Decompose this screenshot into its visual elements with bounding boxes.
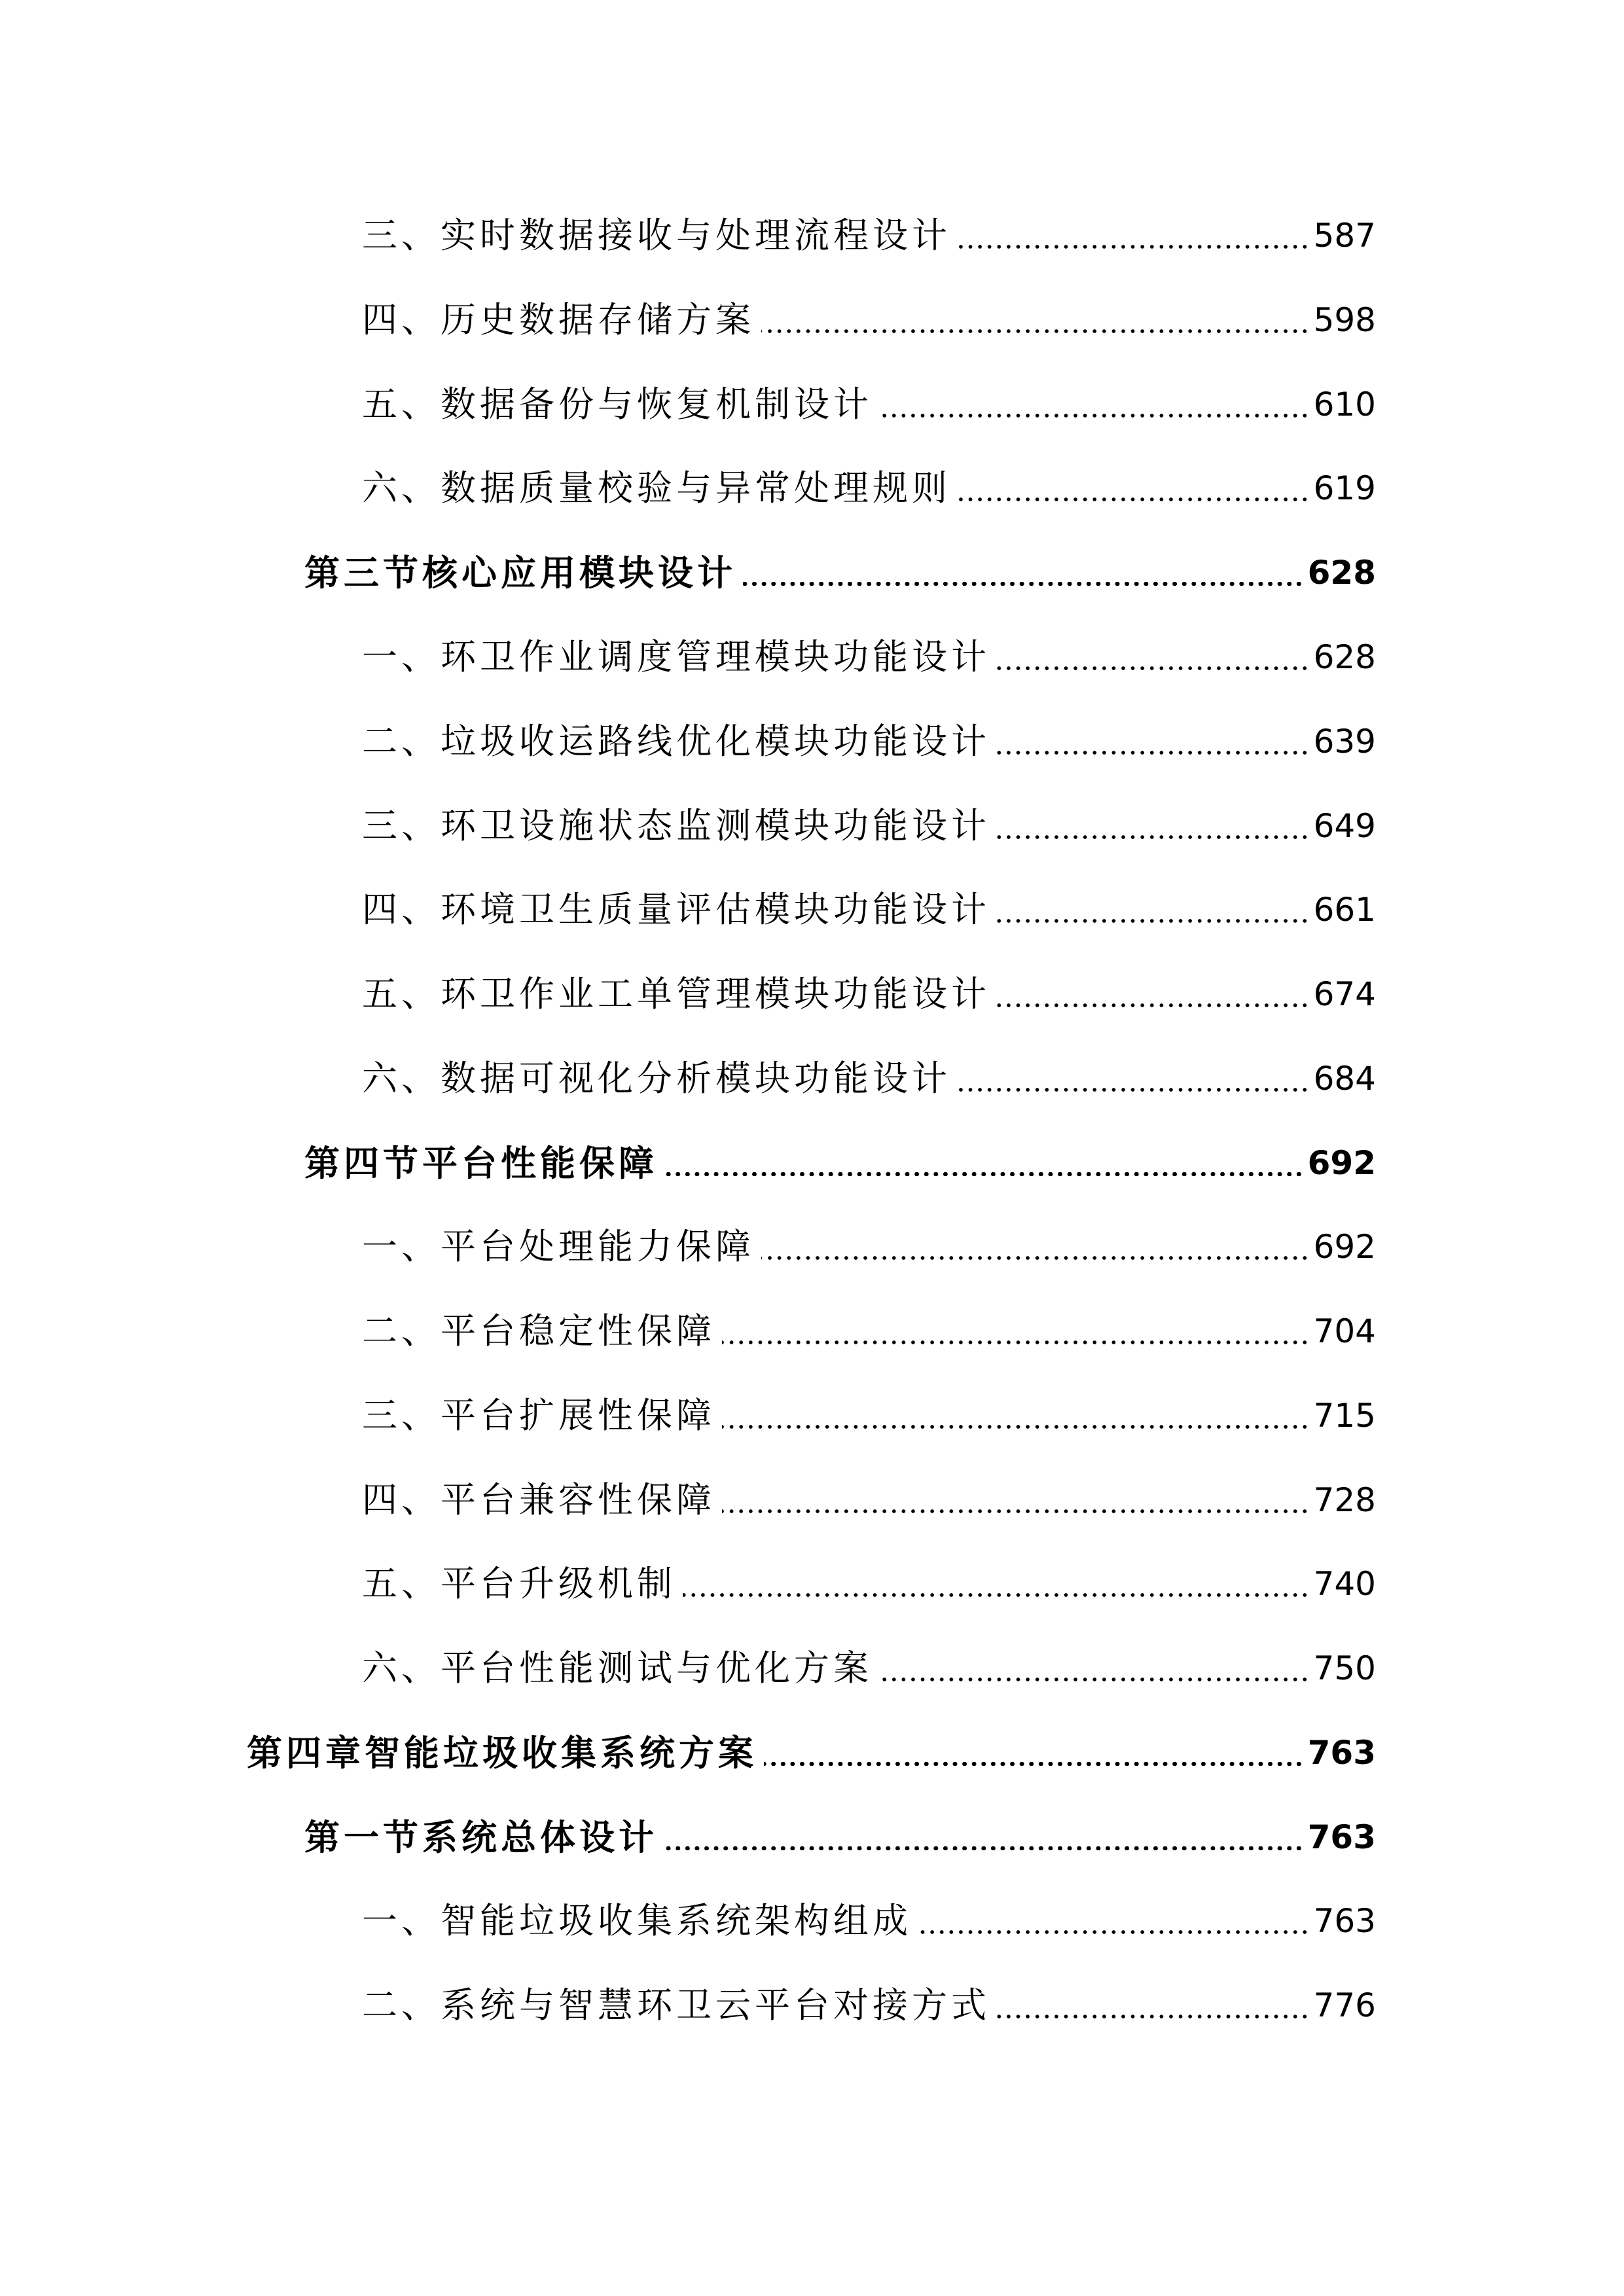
dot-leader: [997, 709, 1310, 774]
toc-entry[interactable]: [0, 709, 1376, 774]
toc-entry-page: 763: [1313, 1902, 1376, 1940]
toc-entry-title: 一、智能垃圾收集系统架构组成: [362, 1900, 912, 1941]
toc-entry-title: 第四章智能垃圾收集系统方案: [247, 1732, 757, 1774]
dot-leader: [997, 961, 1310, 1027]
dot-leader: [958, 203, 1310, 268]
toc-entry-title: 六、平台性能测试与优化方案: [362, 1647, 873, 1689]
dot-leader: [958, 1046, 1310, 1111]
toc-entry-title: 三、实时数据接收与处理流程设计: [362, 215, 951, 256]
dot-leader: [997, 877, 1310, 942]
toc-entry[interactable]: [0, 1383, 1376, 1448]
toc-entry-page: 598: [1313, 301, 1376, 339]
toc-entry-title: 四、历史数据存储方案: [362, 299, 755, 340]
dot-leader: [997, 793, 1310, 859]
toc-entry-title: 三、平台扩展性保障: [362, 1395, 715, 1436]
toc-entry-page: 674: [1313, 975, 1376, 1013]
toc-entry-title: 四、环境卫生质量评估模块功能设计: [362, 889, 990, 930]
toc-entry-title: 六、数据可视化分析模块功能设计: [362, 1058, 951, 1099]
toc-entry-page: 776: [1313, 1986, 1376, 2024]
dot-leader: [743, 540, 1304, 605]
dot-leader: [958, 456, 1310, 521]
dot-leader: [664, 1130, 1304, 1196]
toc-chapter-entry[interactable]: [0, 1720, 1376, 1785]
toc-entry-page: 628: [1307, 554, 1376, 592]
toc-entry[interactable]: [0, 1551, 1376, 1617]
toc-entry-page: 728: [1313, 1481, 1376, 1519]
toc-section-entry[interactable]: [0, 540, 1376, 605]
toc-entry[interactable]: [0, 1046, 1376, 1111]
toc-entry[interactable]: [0, 877, 1376, 942]
dot-leader: [761, 287, 1310, 353]
toc-entry[interactable]: [0, 1636, 1376, 1701]
toc-entry-page: 628: [1313, 638, 1376, 676]
toc-entry-title: 一、平台处理能力保障: [362, 1226, 755, 1267]
dot-leader: [918, 1888, 1310, 1954]
toc-entry[interactable]: [0, 1467, 1376, 1533]
toc-entry-title: 五、环卫作业工单管理模块功能设计: [362, 973, 990, 1014]
toc-entry-title: 二、平台稳定性保障: [362, 1310, 715, 1352]
toc-entry-page: 661: [1313, 891, 1376, 929]
dot-leader: [879, 1636, 1310, 1701]
toc-entry-title: 四、平台兼容性保障: [362, 1479, 715, 1520]
dot-leader: [879, 372, 1310, 437]
toc-entry-title: 二、系统与智慧环卫云平台对接方式: [362, 1984, 990, 2026]
toc-entry-page: 740: [1313, 1565, 1376, 1603]
toc-entry[interactable]: [0, 1214, 1376, 1280]
toc-entry-title: 一、环卫作业调度管理模块功能设计: [362, 636, 990, 677]
toc-entry[interactable]: [0, 456, 1376, 521]
dot-leader: [997, 1973, 1310, 2038]
toc-entry-page: 684: [1313, 1060, 1376, 1098]
toc-entry-page: 763: [1307, 1818, 1376, 1856]
toc-entry-title: 五、数据备份与恢复机制设计: [362, 384, 873, 425]
toc-entry-page: 619: [1313, 469, 1376, 507]
toc-entry-page: 639: [1313, 723, 1376, 761]
toc-entry-page: 763: [1307, 1734, 1376, 1772]
toc-entry-title: 第四节平台性能保障: [304, 1142, 658, 1184]
dot-leader: [761, 1214, 1310, 1280]
toc-entry[interactable]: [0, 961, 1376, 1027]
toc-entry-title: 二、垃圾收运路线优化模块功能设计: [362, 721, 990, 762]
dot-leader: [664, 1804, 1304, 1870]
toc-entry-page: 715: [1313, 1397, 1376, 1435]
toc-entry[interactable]: [0, 287, 1376, 353]
dot-leader: [997, 624, 1310, 690]
toc-entry[interactable]: [0, 1888, 1376, 1954]
dot-leader: [722, 1383, 1310, 1448]
toc-entry[interactable]: [0, 372, 1376, 437]
toc-entry[interactable]: [0, 1299, 1376, 1364]
dot-leader: [764, 1720, 1304, 1785]
dot-leader: [683, 1551, 1310, 1617]
toc-entry-title: 五、平台升级机制: [362, 1563, 676, 1604]
dot-leader: [722, 1299, 1310, 1364]
toc-entry-page: 692: [1307, 1144, 1376, 1182]
toc-entry[interactable]: [0, 203, 1376, 268]
toc-entry-page: 692: [1313, 1228, 1376, 1266]
toc-entry-page: 610: [1313, 386, 1376, 423]
toc-entry-page: 704: [1313, 1312, 1376, 1350]
toc-entry-title: 第三节核心应用模块设计: [304, 552, 736, 594]
toc-entry-page: 587: [1313, 217, 1376, 255]
toc-entry[interactable]: [0, 1973, 1376, 2038]
toc-entry[interactable]: [0, 624, 1376, 690]
toc-entry-page: 750: [1313, 1649, 1376, 1687]
toc-entry-page: 649: [1313, 807, 1376, 845]
toc-entry-title: 三、环卫设施状态监测模块功能设计: [362, 805, 990, 846]
toc-section-entry[interactable]: [0, 1804, 1376, 1870]
toc-entry-title: 第一节系统总体设计: [304, 1816, 658, 1858]
toc-entry-title: 六、数据质量校验与异常处理规则: [362, 467, 951, 509]
dot-leader: [722, 1467, 1310, 1533]
toc-section-entry[interactable]: [0, 1130, 1376, 1196]
toc-entry[interactable]: [0, 793, 1376, 859]
